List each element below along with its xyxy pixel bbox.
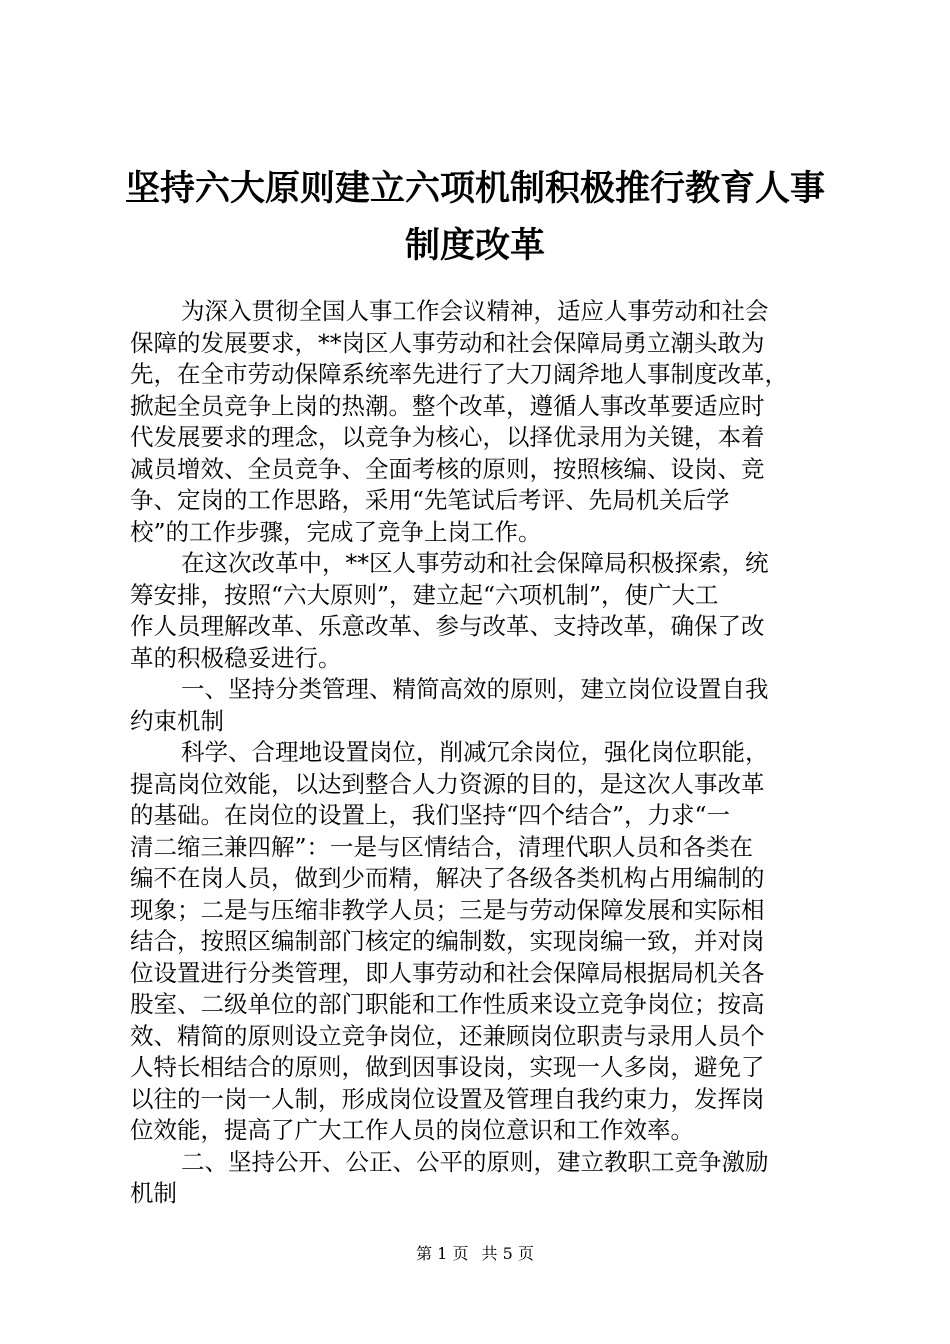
text-line: 先，在全市劳动保障系统率先进行了大刀阔斧地人事制度改革， <box>130 360 788 388</box>
text-line: 筹安排，按照“六大原则”，建立起“六项机制”，使广大工 <box>130 580 719 609</box>
text-line: 约束机制 <box>130 706 224 735</box>
text-line: 人特长相结合的原则，做到因事设岗，实现一人多岗，避免了 <box>130 1053 765 1081</box>
text-line: 校”的工作步骤，完成了竞争上岗工作。 <box>130 517 542 546</box>
text-line: 在这次改革中，**区人事劳动和社会保障局积极探索，统 <box>181 549 769 577</box>
document-body <box>130 296 830 1210</box>
text-line: 效、精简的原则设立竞争岗位，还兼顾岗位职责与录用人员个 <box>130 1021 765 1050</box>
page-total: 共 5 页 <box>481 1244 534 1263</box>
text-line: 为深入贯彻全国人事工作会议精神，适应人事劳动和社会 <box>181 297 769 325</box>
text-line: 的基础。在岗位的设置上，我们坚持“四个结合”，力求“一 <box>130 801 731 829</box>
document-title <box>100 160 850 274</box>
text-line: 革的积极稳妥进行。 <box>130 643 342 672</box>
text-line: 一、坚持分类管理、精简高效的原则，建立岗位设置自我 <box>181 675 769 703</box>
title-line-2: 制度改革 <box>404 225 545 266</box>
text-line: 作人员理解改革、乐意改革、参与改革、支持改革，确保了改 <box>130 612 765 640</box>
title-line-1: 坚持六大原则建立六项机制积极推行教育人事 <box>124 168 825 209</box>
text-line: 争、定岗的工作思路，采用“先笔试后考评、先局机关后学 <box>130 486 730 514</box>
text-line: 掀起全员竞争上岗的热潮。整个改革，遵循人事改革要适应时 <box>130 391 765 420</box>
text-line: 位设置进行分类管理，即人事劳动和社会保障局根据局机关各 <box>130 958 765 987</box>
text-line: 现象；二是与压缩非教学人员；三是与劳动保障发展和实际相 <box>130 895 765 924</box>
text-line: 清二缩三兼四解”：一是与区情结合，清理代职人员和各类在 <box>130 832 754 861</box>
text-line: 保障的发展要求，**岗区人事劳动和社会保障局勇立潮头敢为 <box>130 328 765 357</box>
text-line: 结合，按照区编制部门核定的编制数，实现岗编一致，并对岗 <box>130 927 765 955</box>
text-line: 编不在岗人员，做到少而精，解决了各级各类机构占用编制的 <box>130 864 765 892</box>
text-line: 代发展要求的理念，以竞争为核心，以择优录用为关键，本着 <box>130 423 765 451</box>
text-line: 二、坚持公开、公正、公平的原则，建立教职工竞争激励 <box>181 1147 769 1176</box>
text-line: 提高岗位效能，以达到整合人力资源的目的，是这次人事改革 <box>130 769 765 798</box>
text-line: 股室、二级单位的部门职能和工作性质来设立竞争岗位；按高 <box>130 990 765 1018</box>
text-line: 以往的一岗一人制，形成岗位设置及管理自我约束力，发挥岗 <box>130 1084 765 1113</box>
text-line: 机制 <box>130 1179 177 1207</box>
page-number: 第 1 页 <box>416 1244 469 1263</box>
text-line: 位效能，提高了广大工作人员的岗位意识和工作效率。 <box>130 1116 694 1144</box>
text-line: 减员增效、全员竞争、全面考核的原则，按照核编、设岗、竞 <box>130 454 765 483</box>
text-line: 科学、合理地设置岗位，削减冗余岗位，强化岗位职能， <box>181 738 769 766</box>
page-footer <box>0 1243 950 1265</box>
